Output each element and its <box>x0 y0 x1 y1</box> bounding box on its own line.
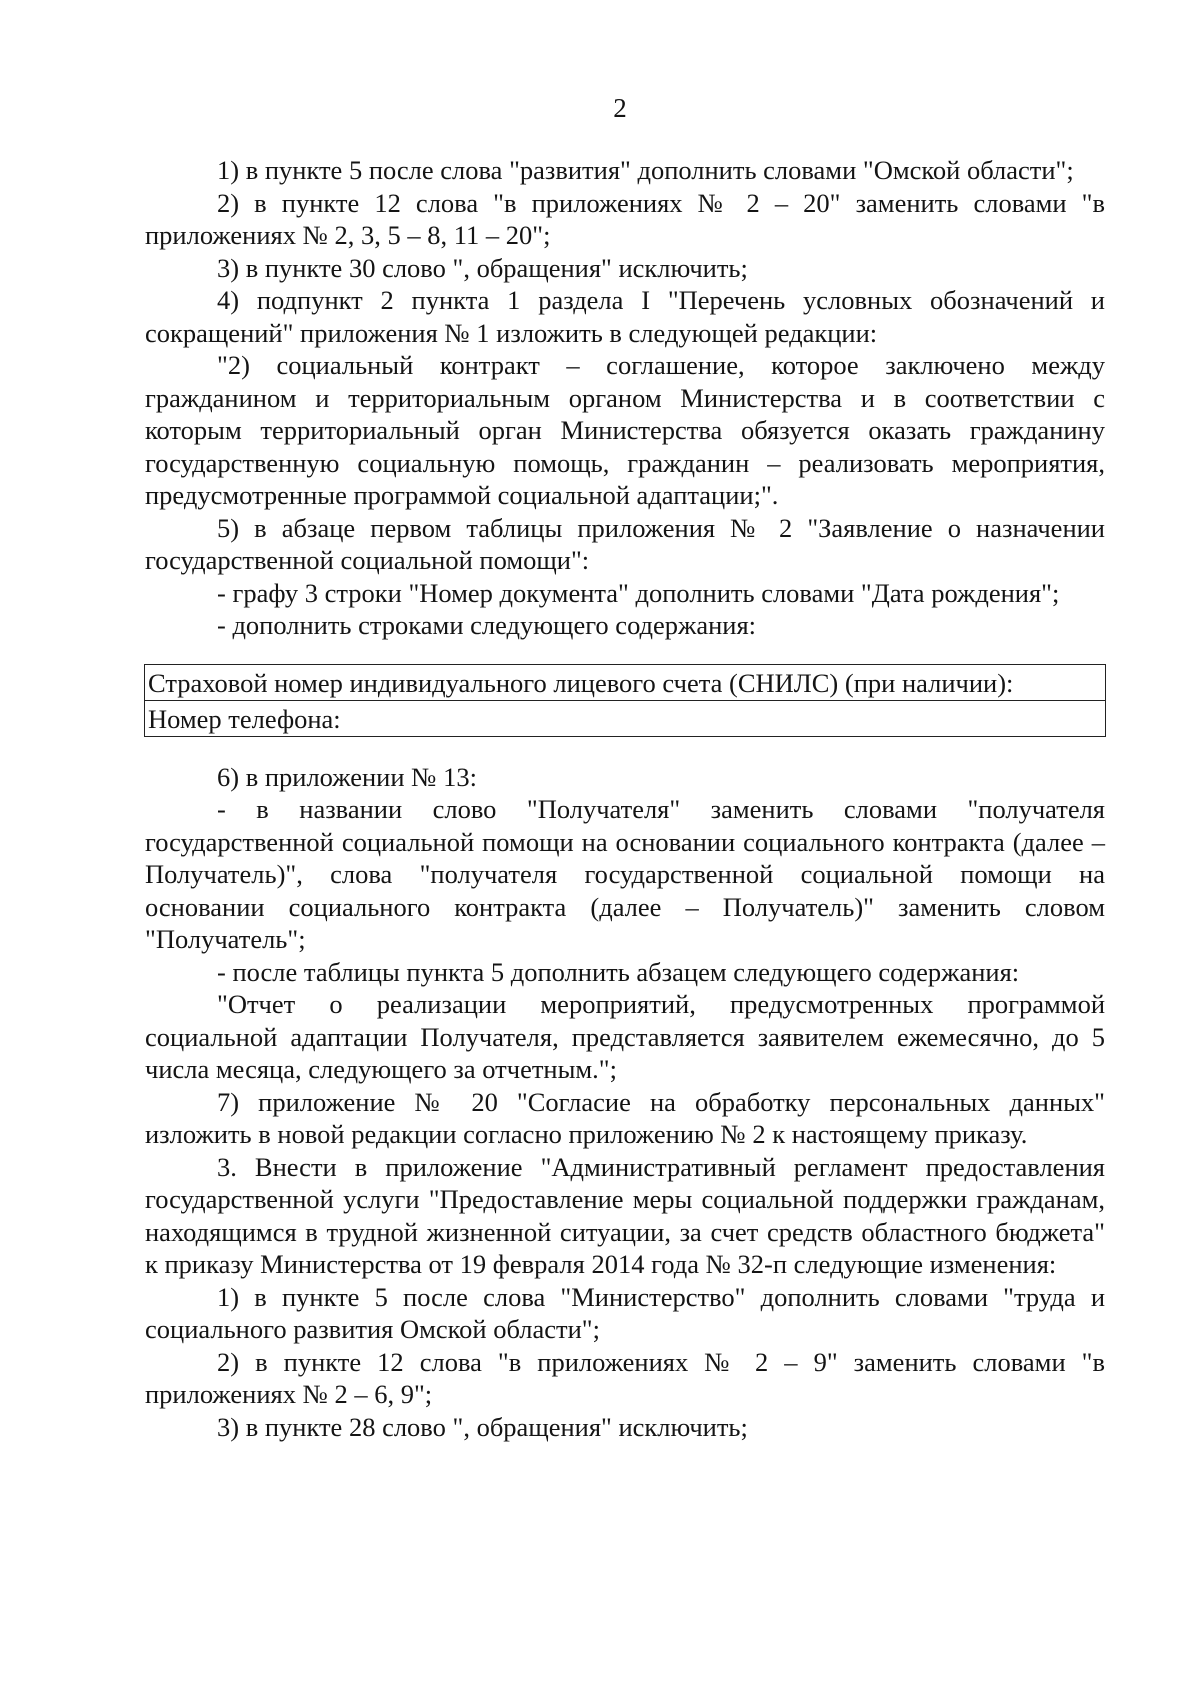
page-number: 2 <box>613 93 627 123</box>
table-cell-phone: Номер телефона: <box>145 700 1106 736</box>
paragraph-item-2-appendices: 2) в пункте 12 слова "в приложениях № 2 – 20" заменить словами "в приложениях № 2, 3, 5 – 8, 11 – 20"; <box>145 187 1105 250</box>
table-row <box>145 664 1106 700</box>
document-body <box>145 154 1105 1443</box>
paragraph-reg-item-1: 1) в пункте 5 после слова "Министерство" дополнить словами "труда и социального развития Омской области"; <box>145 1281 1105 1344</box>
paragraph-title-replace: - в названии слово "Получателя" заменить словами "получателя государственной социальной помощи на основании социального контракта (далее – Получатель)", слова "получателя государственной социальной помощи на основании социального контракта (далее – Получатель)" заменить словом "Получатель"; <box>145 794 1105 954</box>
paragraph-section-3-regulation: 3. Внести в приложение "Административный регламент предоставления государственной услуги "Предоставление меры социальной поддержки гражданам, находящимся в трудной жизненной ситуации, за счет средств областного бюджета" к приказу Министерства от 19 февраля 2014 года № 32-п следующие изменения: <box>145 1151 1105 1279</box>
paragraph-reg-item-2: 2) в пункте 12 слова "в приложениях № 2 – 9" заменить словами "в приложениях № 2 – 6, 9"; <box>145 1346 1105 1409</box>
table-cell-snils: Страховой номер индивидуального лицевого счета (СНИЛС) (при наличии): <box>145 664 1106 700</box>
paragraph-column-3-birth-date: - графу 3 строки "Номер документа" дополнить словами "Дата рождения"; <box>217 577 1060 608</box>
paragraph-item-6-appendix-13: 6) в приложении № 13: <box>217 761 477 792</box>
paragraph-item-7-appendix-20: 7) приложение № 20 "Согласие на обработку персональных данных" изложить в новой редакции согласно приложению № 2 к настоящему приказу. <box>145 1086 1105 1149</box>
inserted-rows-table <box>144 664 1106 737</box>
inserted-rows-table-wrapper <box>144 664 1105 737</box>
paragraph-item-4-subparagraph: 4) подпункт 2 пункта 1 раздела I "Перечень условных обозначений и сокращений" приложения № 1 изложить в следующей редакции: <box>145 285 1105 348</box>
paragraph-item-1-omsk-region: 1) в пункте 5 после слова "развития" дополнить словами "Омской области"; <box>217 155 1074 185</box>
table-row <box>145 700 1106 736</box>
paragraph-item-5-application: 5) в абзаце первом таблицы приложения № 2 "Заявление о назначении государственной социальной помощи": <box>145 512 1105 575</box>
paragraph-after-table: - после таблицы пункта 5 дополнить абзацем следующего содержания: <box>217 956 1020 987</box>
paragraph-social-contract-definition: "2) социальный контракт – соглашение, которое заключено между гражданином и территориальным органом Министерства и в соответствии с которым территориальный орган Министерства обязуется оказать гражданину государственную социальную помощь, гражданин – реализовать мероприятия, предусмотренные программой социальной адаптации;". <box>145 350 1105 510</box>
paragraph-add-rows: - дополнить строками следующего содержания: <box>217 610 757 640</box>
paragraph-report-text: "Отчет о реализации мероприятий, предусмотренных программой социальной адаптации Получателя, представляется заявителем ежемесячно, до 5 числа месяца, следующего за отчетным."; <box>145 989 1105 1084</box>
paragraph-item-3-exclude-appeal: 3) в пункте 30 слово ", обращения" исключить; <box>217 252 748 283</box>
paragraph-reg-item-3: 3) в пункте 28 слово ", обращения" исключить; <box>217 1411 748 1442</box>
